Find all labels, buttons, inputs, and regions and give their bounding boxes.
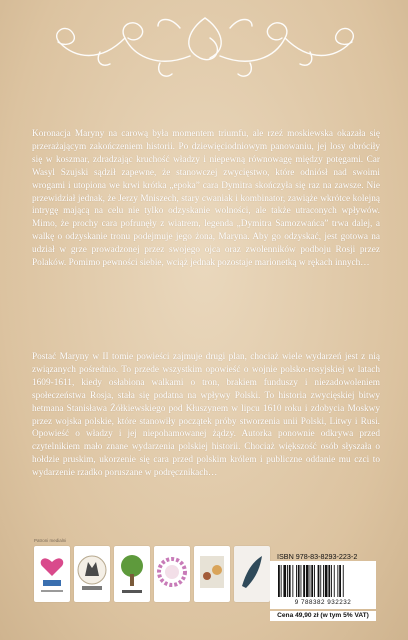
isbn-label: ISBN 978-83-8293-223-2 — [277, 552, 358, 561]
blurb-text-1: Koronacja Maryny na carową była momentem triumfu, ale rzeź moskiewska okazała się przerażającym zakończeniem historii. Po dziewięciodniowym panowaniu, jej losy obróciły się w koszmar, zdradzając kruchość władzy i niepewną równowagę między potęgami. Car Wasyl Szujski sądził zapewne, że stanowczej zwycięstwo, które odniósł nad swoimi wrogami i utopiona we krwi krótka „epoka” cara Dymitra skończyła się raz na zawsze. Nie przewidział jednak, że Jerzy Mniszech, stary cwaniak i kombinator, zawiąże wkrótce kolejną intrygę mającą na celu nie tylko odzyskanie wolności, ale także utraconych wpływów. Mimo, że prochy cara pofrunęły z wiatrem, legenda „Dymitra Samozwańca” trwa dalej, a walkę o odzyskanie tronu podejmuje jego żona, Maryna. Aby go odzyskać, jest gotowa na udział w grze prowadzonej przez swojego ojca oraz zwolenników podboju Rosji przez Polaków. Pomimo pewności siebie, wciąż jednak pozostaje marionetką w rękach innych… — [32, 129, 380, 269]
price-label: Cena 49,90 zł (w tym 5% VAT) — [270, 611, 376, 621]
patron-logos — [34, 546, 264, 606]
patron-logo-wreath — [154, 546, 190, 602]
patron-logo-bird — [234, 546, 270, 602]
patron-logo-illustration — [194, 546, 230, 602]
patron-logo-tree — [114, 546, 150, 602]
blurb-paragraph-1 — [32, 128, 380, 270]
barcode-number: 9 788382 932232 — [294, 599, 352, 606]
floral-ornament — [40, 8, 370, 86]
barcode — [270, 561, 376, 609]
blurb-text-2: Postać Maryny w II tomie powieści zajmuje drugi plan, chociaż wiele wydarzeń jest z nią związanych pośrednio. To przede wszystkim opowieść o wojnie polsko-rosyjskiej w latach 1609-1611, kiedy osłabiona walkami o tron, brakiem funduszy i niezadowoleniem społeczeństwa Rosja, stała się podatna na wpływy Polski. To historia zwycięskiej bitwy hetmana Stanisława Żółkiewskiego pod Kłuszynem w lipcu 1610 roku i zdobycia Moskwy przez wojska polskie, które stanowiły początek próby stworzenia unii Polski, Litwy i Rusi. Opowieść o władzy i jej niepohamowanej żądzy. Autorka ponownie odkrywa przed czytelnikiem mało znane wydarzenia polskiej historii. Chociaż większość osób słyszała o hołdzie pruskim, ukorzenie się cara przed polskim królem i publiczne oddanie mu czci to wydarzenie rzadko poruszane w podręcznikach… — [32, 352, 380, 479]
patrons-label: Patroni medialni — [34, 538, 67, 543]
blurb-paragraph-2 — [32, 351, 380, 480]
patron-logo-cat — [74, 546, 110, 602]
barcode-bars — [270, 561, 376, 599]
patron-logo-heart — [34, 546, 70, 602]
